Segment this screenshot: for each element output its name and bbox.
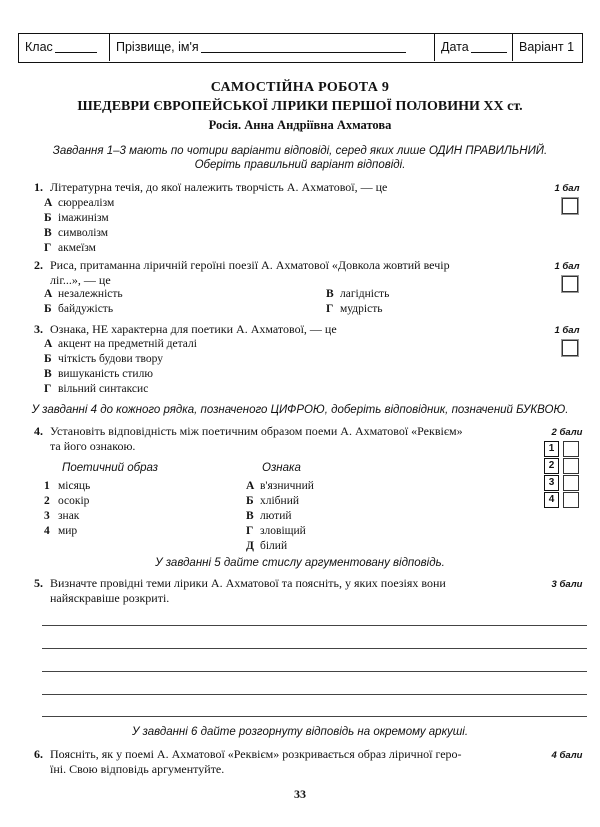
q5-text-line2: найяскравіше розкриті. (50, 591, 170, 605)
instruction-2: У завданні 4 до кожного рядка, позначеного ЦИФРОЮ, доберіть відповідник, позначений БУКВОЮ. (31, 404, 569, 416)
date-label: Дата (441, 40, 469, 54)
q4-right-item-v: В лютий (246, 510, 292, 522)
q2-text-line1: Риса, притаманна ліричній героїні поезії А. Ахматової «Довкола жовтий вечір (50, 258, 450, 272)
q5-answer-line-3[interactable] (42, 671, 587, 672)
q1-answer-box[interactable] (562, 198, 578, 214)
q4-right-item-g: Г зловіщий (246, 525, 306, 537)
q3-option-v: В вишуканість стилю (44, 368, 153, 380)
work-title: САМОСТІЙНА РОБОТА 9 (210, 80, 390, 95)
header-table (18, 33, 583, 63)
q1-score: 1 бал (554, 183, 580, 194)
q4-right-item-d: Д білий (246, 540, 288, 552)
q1-number: 1. (34, 180, 43, 194)
q6-text-line2: їні. Свою відповідь аргументуйте. (50, 762, 225, 776)
surname-label: Прізвище, ім'я (116, 40, 199, 54)
q5-answer-line-4[interactable] (42, 694, 587, 695)
q4-grid-row-2 (544, 458, 582, 474)
instruction-1-line2: Оберіть правильний варіант відповіді. (194, 159, 406, 171)
variant-field (513, 34, 581, 61)
date-field[interactable] (435, 34, 513, 61)
q1-option-b: Б імажинізм (44, 212, 109, 224)
q5-answer-line-2[interactable] (42, 648, 587, 649)
surname-field[interactable] (110, 34, 435, 61)
page-number: 33 (294, 787, 306, 801)
q4-grid-cell-2[interactable] (563, 458, 579, 474)
q4-right-header: Ознака (262, 462, 301, 474)
q2-number: 2. (34, 258, 43, 272)
q2-option-g: Г мудрість (326, 303, 383, 315)
q5-answer-line-5[interactable] (42, 716, 587, 717)
q2-option-v: В лагідність (326, 288, 390, 300)
q4-grid-cell-3[interactable] (563, 475, 579, 491)
q4-grid-label-2: 2 (544, 458, 559, 474)
q4-grid-row-3 (544, 475, 582, 491)
q1-option-g: Г акмеїзм (44, 242, 96, 254)
class-field[interactable] (19, 34, 110, 61)
instruction-3: У завданні 5 дайте стислу аргументовану відповідь. (155, 557, 445, 569)
q5-text-line1: Визначте провідні теми лірики А. Ахматової та поясніть, у яких поезіях вони (50, 576, 446, 590)
q3-option-b: Б чіткість будови твору (44, 353, 164, 365)
q4-grid-label-4: 4 (544, 492, 559, 508)
class-label: Клас (25, 40, 53, 54)
q4-grid-label-1: 1 (544, 441, 559, 457)
q4-left-item-2: 2 осокір (44, 495, 90, 507)
q5-score: 3 бали (551, 579, 583, 590)
q3-text: Ознака, НЕ характерна для поетики А. Ахматової, — це (50, 322, 337, 336)
q6-number: 6. (34, 747, 43, 761)
author-title: Росія. Анна Андріївна Ахматова (208, 118, 392, 132)
q2-answer-box[interactable] (562, 276, 578, 292)
q4-number: 4. (34, 424, 43, 438)
q4-grid-cell-1[interactable] (563, 441, 579, 457)
q4-text-line2: та його ознакою. (50, 439, 136, 453)
q4-grid-row-1 (544, 441, 582, 457)
q3-option-a: А акцент на предметній деталі (44, 338, 197, 350)
q4-grid-label-3: 3 (544, 475, 559, 491)
q2-option-b: Б байдужість (44, 303, 114, 315)
q4-left-item-1: 1 місяць (44, 480, 91, 492)
q1-option-v: В символізм (44, 227, 109, 239)
instruction-4: У завданні 6 дайте розгорнуту відповідь на окремому аркуші. (131, 726, 469, 738)
q4-left-header: Поетичний образ (62, 462, 158, 474)
q3-answer-box[interactable] (562, 340, 578, 356)
variant-label: Варіант 1 (519, 40, 575, 54)
topic-title: ШЕДЕВРИ ЄВРОПЕЙСЬКОЇ ЛІРИКИ ПЕРШОЇ ПОЛОВИНИ XX ст. (77, 99, 523, 114)
q5-number: 5. (34, 576, 43, 590)
q4-left-item-3: 3 знак (44, 510, 80, 522)
q4-right-item-a: А в'язничний (246, 480, 314, 492)
q6-text-line1: Поясніть, як у поемі А. Ахматової «Реквієм» розкривається образ ліричної геро- (50, 747, 462, 761)
q3-score: 1 бал (554, 325, 580, 336)
q4-grid-row-4 (544, 492, 582, 508)
q2-score: 1 бал (554, 261, 580, 272)
q4-left-item-4: 4 мир (44, 525, 78, 537)
q3-number: 3. (34, 322, 43, 336)
q2-option-a: А незалежність (44, 288, 123, 300)
q4-right-item-b: Б хлібний (246, 495, 299, 507)
q3-option-g: Г вільний синтаксис (44, 383, 149, 395)
instruction-1-line1: Завдання 1–3 мають по чотири варіанти відповіді, серед яких лише ОДИН ПРАВИЛЬНИЙ. (52, 145, 548, 157)
q1-text: Літературна течія, до якої належить творчість А. Ахматової, — це (50, 180, 388, 194)
q4-grid-cell-4[interactable] (563, 492, 579, 508)
q4-score: 2 бали (551, 427, 583, 438)
q4-text-line1: Установіть відповідність між поетичним образом поеми А. Ахматової «Реквієм» (50, 424, 463, 438)
q6-score: 4 бали (551, 750, 583, 761)
q2-text-line2: ліг...», — це (50, 273, 111, 287)
q5-answer-line-1[interactable] (42, 625, 587, 626)
q1-option-a: А сюрреалізм (44, 197, 115, 209)
